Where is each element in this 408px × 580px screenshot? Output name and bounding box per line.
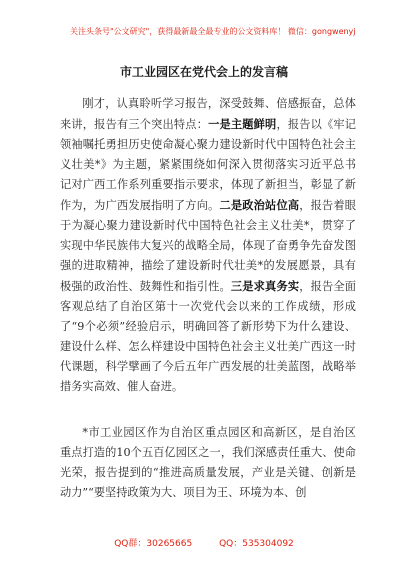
paragraph-1-run: ，报告着眼于为凝心聚力建设新时代中国特色社会主义壮美*，贯穿了实现中华民族伟大复兴的战略全局，体现了奋勇争先奋发图强的进取精神，描绘了建设新时代壮美*的发展愿景，具有极强的政治性、鼓舞性和指引性。 [60,199,356,293]
paragraph-1-highlight: 一是主题鲜明 [208,117,277,131]
footer-qq-group: QQ群：30265665 [114,539,193,549]
paragraph-1-highlight: 三是求真务实 [230,279,300,293]
paragraph-2 [60,423,356,503]
document-title: 市工业园区在党代会上的发言稿 [119,65,288,79]
paragraph-1-highlight: 二是政治站位高 [219,198,300,212]
paragraph-1-run: ，报告以《牢记领袖嘱托勇担历史使命凝心聚力建设新时代中国特色社会主义壮美*》为主题，紧紧围绕如何深入贯彻落实习近平总书记对广西工作系列重要指示要求，体现了新担当，彰显了新作为，为广西发展指明了方向。 [60,118,356,212]
footer-contact [0,536,408,549]
paragraph-2-text: *市工业园区作为自治区重点园区和高新区，是自治区重点打造的10个五百亿园区之一，我们深感责任重大、使命光荣，报告提到的“推进高质量发展，产业是关键、创新是动力”“要坚持政策为大、项目为王、环境为本、创 [60,426,356,499]
header-promo-text: 关注头条号"公文研究"，获得最新最全最专业的公文资料库！ 微信：gongwenyj [70,27,356,36]
footer-qq: QQ：535304092 [219,539,294,549]
paragraph-1-text [60,94,356,397]
paragraph-1-run: ，报告全面客观总结了自治区第十一次党代会以来的工作成绩，形成了“9个必须”经验启示，明确回答了新形势下为什么建设、建设什么样、怎么样建设中国特色社会主义壮美广西这一时代课题，科学擘画了今后五年广西发展的壮美蓝图，战略举措务实高效、催人奋进。 [60,280,356,393]
paragraph-1-run: 刚才，认真聆听学习报告，深受鼓舞、倍感振奋，总体来讲，报告有三个突出特点： [60,97,356,131]
paragraph-1 [60,94,356,397]
